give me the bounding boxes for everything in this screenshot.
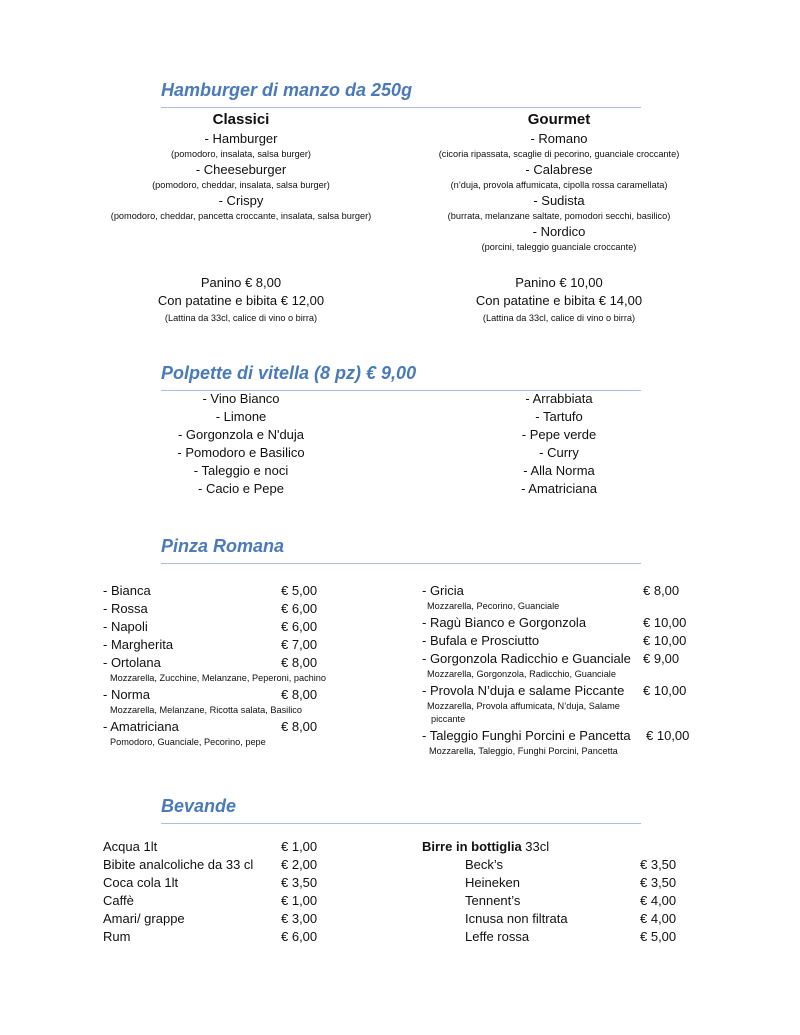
list-item: - Curry bbox=[539, 445, 579, 460]
menu-item-desc: (porcini, taleggio guanciale croccante) bbox=[481, 242, 637, 252]
list-item: - Pepe verde bbox=[521, 427, 597, 442]
menu-item-name: - Nordico bbox=[532, 224, 586, 239]
beer-price: € 4,00 bbox=[640, 893, 677, 908]
menu-item-name: - Gorgonzola Radicchio e Guanciale bbox=[422, 651, 631, 666]
menu-item-name: - Provola N’duja e salame Piccante bbox=[422, 683, 625, 698]
menu-item-desc: Mozzarella, Gorgonzola, Radicchio, Guanciale bbox=[427, 669, 616, 679]
panino-price: Panino € 8,00 bbox=[200, 275, 282, 290]
menu-item-price: € 10,00 bbox=[643, 633, 687, 648]
drink-name: Acqua 1lt bbox=[103, 839, 158, 854]
drink-price: € 1,00 bbox=[281, 839, 318, 854]
drink-price: € 3,50 bbox=[281, 875, 318, 890]
section-rule bbox=[161, 563, 641, 564]
menu-item-name: - Ragù Bianco e Gorgonzola bbox=[422, 615, 587, 630]
beer-price: € 3,50 bbox=[640, 875, 677, 890]
menu-item-price: € 10,00 bbox=[643, 683, 687, 698]
menu-item-name: - Bufala e Prosciutto bbox=[422, 633, 540, 648]
menu-item-name: - Norma bbox=[103, 687, 150, 702]
birre-heading bbox=[422, 839, 549, 854]
menu-item-desc: (burrata, melanzane saltate, pomodori secchi, basilico) bbox=[447, 211, 671, 221]
menu-item-desc: Mozzarella, Zucchine, Melanzane, Peperoni, pachino bbox=[110, 673, 327, 683]
menu-item-name: - Amatriciana bbox=[103, 719, 179, 734]
menu-item-price: € 9,00 bbox=[643, 651, 680, 666]
list-item: - Amatriciana bbox=[521, 481, 597, 496]
menu-item-price: € 6,00 bbox=[281, 601, 318, 616]
drink-name: Caffè bbox=[103, 893, 134, 908]
menu-item-price: € 10,00 bbox=[643, 615, 687, 630]
menu-item-desc: (pomodoro, cheddar, insalata, salsa burger) bbox=[152, 180, 330, 190]
list-item: - Vino Bianco bbox=[202, 391, 280, 406]
beer-price: € 5,00 bbox=[640, 929, 677, 944]
menu-item-desc: (n’duja, provola affumicata, cipolla rossa caramellata) bbox=[450, 180, 668, 190]
menu-item-price: € 10,00 bbox=[646, 728, 690, 743]
menu-item-name: - Napoli bbox=[103, 619, 148, 634]
drink-name: Amari/ grappe bbox=[103, 911, 185, 926]
classici-prices bbox=[110, 274, 372, 326]
beer-name: Beck’s bbox=[465, 857, 504, 872]
section-rule bbox=[161, 823, 641, 824]
list-item: - Alla Norma bbox=[523, 463, 595, 478]
menu-item-price: € 7,00 bbox=[281, 637, 318, 652]
combo-note: (Lattina da 33cl, calice di vino o birra) bbox=[164, 313, 318, 323]
section-rule bbox=[161, 107, 641, 108]
menu-item-desc: Mozzarella, Provola affumicata, N’duja, Salame bbox=[427, 701, 620, 711]
panino-price: Panino € 10,00 bbox=[515, 275, 603, 290]
menu-item-name: - Calabrese bbox=[525, 162, 593, 177]
classici-heading: Classici bbox=[212, 111, 270, 128]
section-title-pinza: Pinza Romana bbox=[161, 536, 285, 556]
classici-column bbox=[110, 110, 372, 223]
section-title-hamburger: Hamburger di manzo da 250g bbox=[161, 80, 413, 100]
menu-item-name: - Margherita bbox=[103, 637, 174, 652]
menu-item-name: - Gricia bbox=[422, 583, 464, 598]
section-title-bevande: Bevande bbox=[161, 796, 237, 816]
drink-name: Coca cola 1lt bbox=[103, 875, 179, 890]
menu-item-name: - Crispy bbox=[218, 193, 264, 208]
combo-price: Con patatine e bibita € 14,00 bbox=[475, 293, 643, 308]
list-item: - Tartufo bbox=[535, 409, 583, 424]
beer-price: € 4,00 bbox=[640, 911, 677, 926]
list-item: - Pomodoro e Basilico bbox=[177, 445, 305, 460]
menu-item-desc: (pomodoro, insalata, salsa burger) bbox=[171, 149, 311, 159]
drink-price: € 3,00 bbox=[281, 911, 318, 926]
drink-price: € 1,00 bbox=[281, 893, 318, 908]
beer-price: € 3,50 bbox=[640, 857, 677, 872]
menu-item-price: € 8,00 bbox=[281, 655, 318, 670]
menu-item-name: - Sudista bbox=[533, 193, 585, 208]
list-item: - Limone bbox=[215, 409, 267, 424]
menu-item-price: € 8,00 bbox=[643, 583, 680, 598]
list-item: - Arrabbiata bbox=[525, 391, 593, 406]
birre-size: 33cl bbox=[521, 839, 550, 854]
combo-note: (Lattina da 33cl, calice di vino o birra) bbox=[482, 313, 636, 323]
menu-item-desc-continued: piccante bbox=[431, 714, 466, 724]
drink-price: € 6,00 bbox=[281, 929, 318, 944]
menu-item-name: - Romano bbox=[530, 131, 588, 146]
beer-name: Tennent’s bbox=[465, 893, 521, 908]
drink-price: € 2,00 bbox=[281, 857, 318, 872]
menu-item-desc: Mozzarella, Melanzane, Ricotta salata, Basilico bbox=[110, 705, 303, 715]
birre-heading-label: Birre in bottiglia bbox=[422, 839, 522, 854]
combo-price: Con patatine e bibita € 12,00 bbox=[157, 293, 325, 308]
menu-item-price: € 5,00 bbox=[281, 583, 318, 598]
menu-item-desc: Mozzarella, Pecorino, Guanciale bbox=[427, 601, 560, 611]
list-item: - Gorgonzola e N'duja bbox=[177, 427, 305, 442]
menu-item-name: - Cheeseburger bbox=[195, 162, 287, 177]
menu-item-name: - Hamburger bbox=[204, 131, 278, 146]
section-title-polpette: Polpette di vitella (8 pz) € 9,00 bbox=[161, 363, 417, 383]
beer-name: Leffe rossa bbox=[465, 929, 530, 944]
drink-name: Rum bbox=[103, 929, 131, 944]
menu-item-desc: Pomodoro, Guanciale, Pecorino, pepe bbox=[110, 737, 266, 747]
beer-name: Heineken bbox=[465, 875, 520, 890]
menu-item-price: € 8,00 bbox=[281, 687, 318, 702]
menu-item-desc: (pomodoro, cheddar, pancetta croccante, insalata, salsa burger) bbox=[110, 211, 372, 221]
menu-item-price: € 6,00 bbox=[281, 619, 318, 634]
menu-item-name: - Ortolana bbox=[103, 655, 161, 670]
gourmet-heading: Gourmet bbox=[527, 111, 591, 128]
gourmet-column bbox=[419, 110, 699, 254]
polpette-right-list bbox=[419, 390, 699, 498]
menu-item-name: - Rossa bbox=[103, 601, 148, 616]
list-item: - Cacio e Pepe bbox=[198, 481, 284, 496]
list-item: - Taleggio e noci bbox=[193, 463, 289, 478]
menu-item-name: - Taleggio Funghi Porcini e Pancetta bbox=[422, 728, 631, 743]
beer-name: Icnusa non filtrata bbox=[465, 911, 568, 926]
menu-item-name: - Bianca bbox=[103, 583, 151, 598]
polpette-left-list bbox=[110, 390, 372, 498]
drink-name: Bibite analcoliche da 33 cl bbox=[103, 857, 254, 872]
menu-item-price: € 8,00 bbox=[281, 719, 318, 734]
menu-item-desc: (cicoria ripassata, scaglie di pecorino, guanciale croccante) bbox=[438, 149, 680, 159]
gourmet-prices bbox=[419, 274, 699, 326]
menu-item-desc: Mozzarella, Taleggio, Funghi Porcini, Pancetta bbox=[429, 746, 618, 756]
